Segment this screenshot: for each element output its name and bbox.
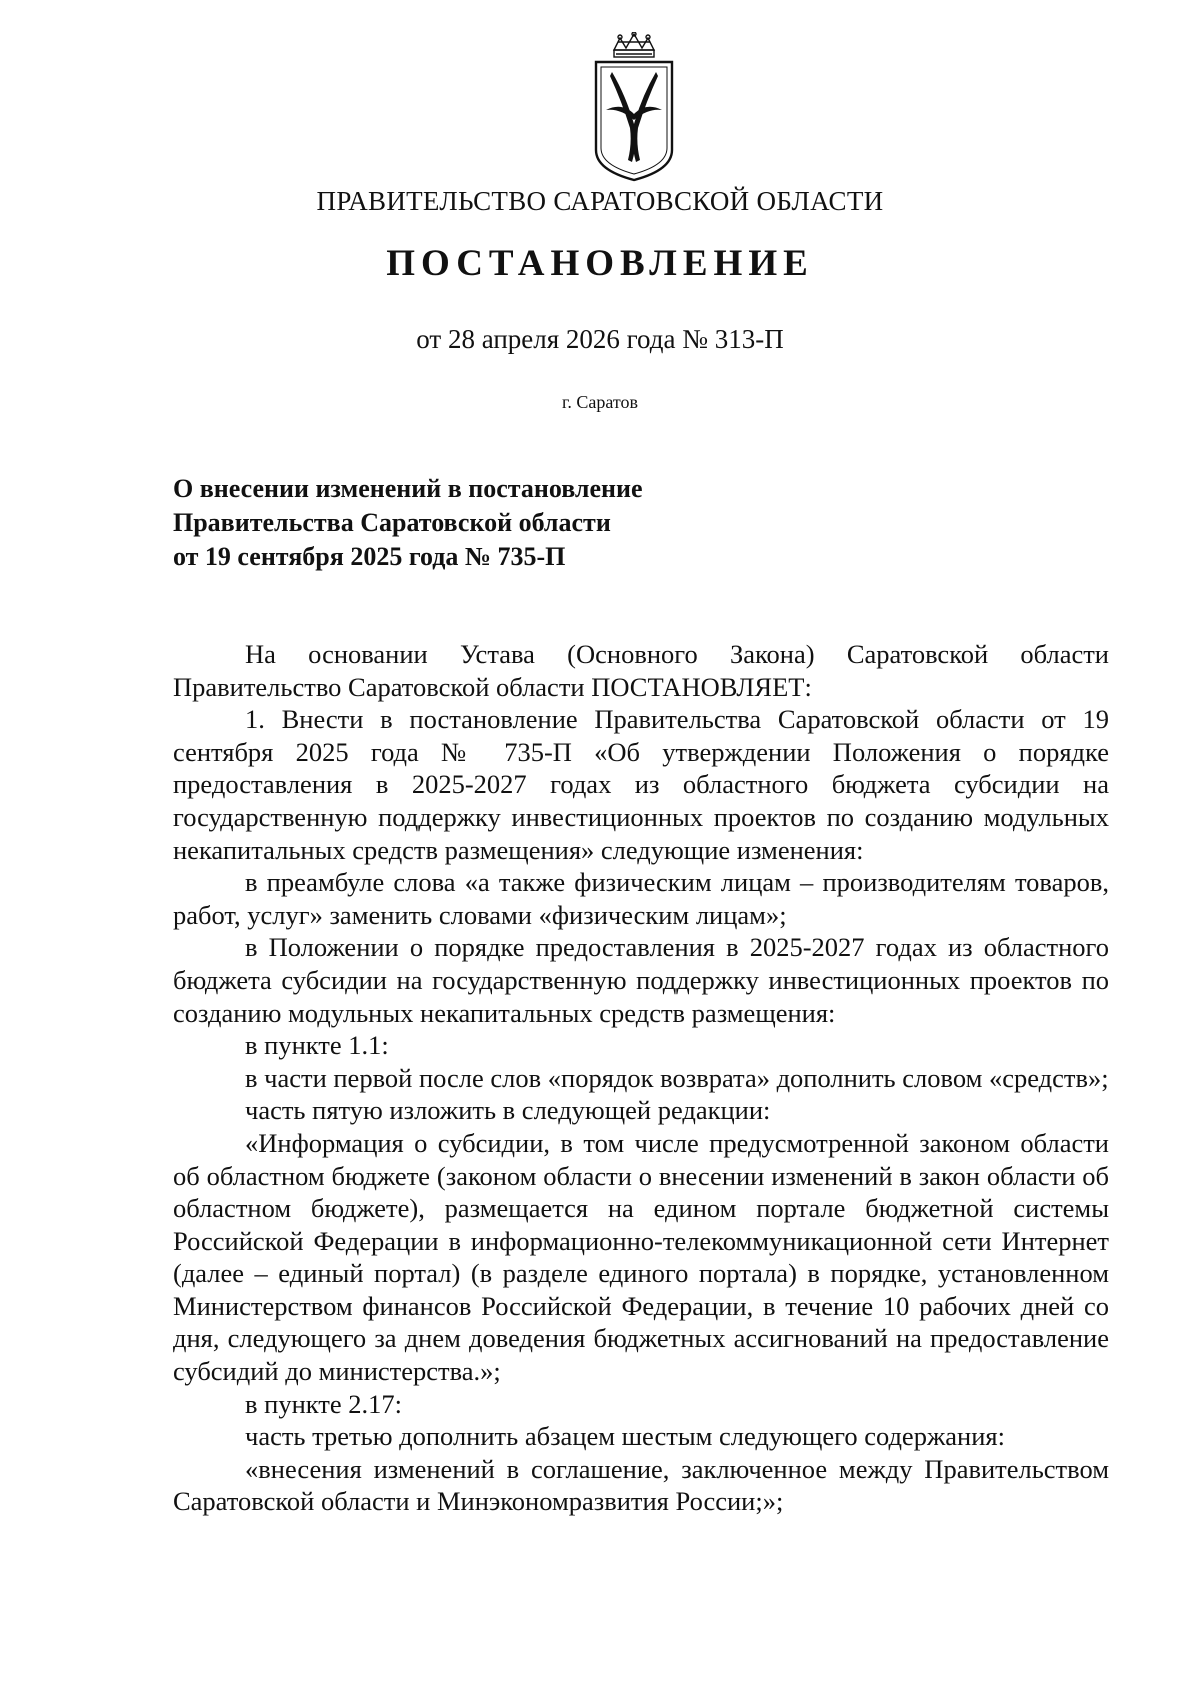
subject-line: О внесении изменений в постановление (173, 474, 643, 503)
document-subject (173, 472, 873, 574)
body-paragraph: в пункте 1.1: (245, 1030, 389, 1061)
document-date-number: от 28 апреля 2026 года № 313-П (416, 324, 784, 354)
coat-of-arms-icon (592, 32, 676, 182)
body-paragraph: в преамбуле слова «а также физическим лицам – производителям товаров, работ, услуг» заменить словами «физическим лицам»; (173, 867, 1109, 930)
body-paragraph: в части первой после слов «порядок возврата» дополнить словом «средств»; (245, 1062, 1109, 1093)
body-paragraph: часть пятую изложить в следующей редакции: (245, 1095, 771, 1126)
document-type: ПОСТАНОВЛЕНИЕ (386, 243, 814, 284)
document-body (173, 638, 1109, 1518)
body-paragraph: в Положении о порядке предоставления в 2025-2027 годах из областного бюджета субсидии на государственную поддержку инвестиционных проектов по созданию модульных некапитальных средств размещения: (173, 932, 1109, 1028)
body-paragraph: «Информация о субсидии, в том числе предусмотренной законом области об областном бюджете (законом области о внесении изменений в закон области об областном бюджете), размещается на едином портале бюджетной системы Российской Федерации в информационно-телекоммуникационной сети Интернет (далее – единый портал) (в разделе единого портала) в порядке, установленном Министерством финансов Российской Федерации, в течение 10 рабочих дней со дня, следующего за днем доведения бюджетных ассигнований на предоставление субсидий до министерства.»; (173, 1127, 1109, 1387)
body-paragraph: в пункте 2.17: (245, 1388, 402, 1419)
body-paragraph: На основании Устава (Основного Закона) Саратовской области Правительство Саратовской области ПОСТАНОВЛЯЕТ: (173, 639, 1109, 702)
body-paragraph: 1. Внести в постановление Правительства Саратовской области от 19 сентября 2025 года № 735-П «Об утверждении Положения о порядке предоставления в 2025-2027 годах из областного бюджета субсидии на государственную поддержку инвестиционных проектов по созданию модульных некапитальных средств размещения» следующие изменения: (173, 704, 1109, 865)
body-paragraph: «внесения изменений в соглашение, заключенное между Правительством Саратовской области и Минэкономразвития России;»; (173, 1453, 1109, 1517)
subject-line: Правительства Саратовской области (173, 508, 611, 537)
document-city: г. Саратов (562, 392, 638, 412)
body-paragraph: часть третью дополнить абзацем шестым следующего содержания: (245, 1421, 1005, 1452)
subject-line: от 19 сентября 2025 года № 735-П (173, 542, 566, 571)
government-name: ПРАВИТЕЛЬСТВО САРАТОВСКОЙ ОБЛАСТИ (316, 186, 884, 216)
